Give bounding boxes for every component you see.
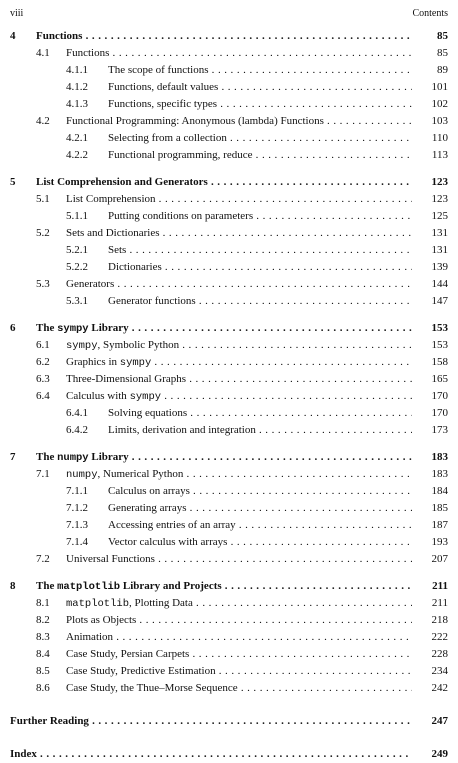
toc-entry-title bbox=[66, 595, 412, 613]
toc-entry-page: 183 bbox=[431, 468, 448, 480]
toc-entry-page: 85 bbox=[437, 30, 448, 42]
title-text: Generator functions bbox=[108, 295, 196, 307]
toc-entry-subsection[interactable] bbox=[10, 147, 448, 164]
toc-entry-subsection[interactable] bbox=[10, 242, 448, 259]
title-text: Functions bbox=[36, 30, 83, 42]
toc-entry-page: 218 bbox=[431, 614, 448, 626]
toc-entry-number: 5.2 bbox=[36, 227, 50, 239]
toc-entry-title bbox=[66, 551, 412, 568]
toc-entry-number: 6.2 bbox=[36, 356, 50, 368]
toc-entry-section[interactable] bbox=[10, 45, 448, 62]
toc-entry-number: 7.1.2 bbox=[66, 502, 88, 514]
toc-entry-page: 110 bbox=[431, 132, 448, 144]
toc-entry-subsection[interactable] bbox=[10, 422, 448, 439]
title-text: Plots as Objects bbox=[66, 614, 137, 626]
toc-entry-page: 131 bbox=[431, 227, 448, 239]
toc-entry-number: 6 bbox=[10, 322, 16, 334]
title-text: The scope of functions bbox=[108, 64, 209, 76]
title-text: Index bbox=[10, 748, 37, 760]
toc-entry-number: 5.2.1 bbox=[66, 244, 88, 256]
toc-entry-page: 228 bbox=[431, 648, 448, 660]
toc-entry-page: 207 bbox=[431, 553, 448, 565]
toc-entry-page: 170 bbox=[431, 390, 448, 402]
toc-entry-section[interactable] bbox=[10, 371, 448, 388]
toc-entry-section[interactable] bbox=[10, 113, 448, 130]
toc-entry-title bbox=[66, 388, 412, 406]
toc-entry-section[interactable] bbox=[10, 388, 448, 405]
toc-entry-title bbox=[66, 337, 412, 355]
toc-entry-page: 183 bbox=[431, 451, 448, 463]
toc-entry-subsection[interactable] bbox=[10, 259, 448, 276]
toc-entry-page: 139 bbox=[431, 261, 448, 273]
toc-entry-page: 211 bbox=[432, 580, 448, 592]
toc-entry-number: 4.1.1 bbox=[66, 64, 88, 76]
toc-entry-title bbox=[36, 174, 412, 191]
title-text: The bbox=[36, 580, 58, 592]
toc-entry-number: 6.1 bbox=[36, 339, 50, 351]
toc-entry-subsection[interactable] bbox=[10, 62, 448, 79]
title-text: Putting conditions on parameters bbox=[108, 210, 254, 222]
toc-entry-page: 125 bbox=[431, 210, 448, 222]
toc-entry-page: 153 bbox=[431, 339, 448, 351]
toc-entry-number: 8.4 bbox=[36, 648, 50, 660]
toc-entry-page: 123 bbox=[431, 193, 448, 205]
toc-entry-title bbox=[108, 96, 412, 113]
toc-entry-number: 4.2.1 bbox=[66, 132, 88, 144]
title-text: Sets and Dictionaries bbox=[66, 227, 160, 239]
toc-entry-subsection[interactable] bbox=[10, 293, 448, 310]
code-term: numpy bbox=[57, 452, 89, 464]
title-text: , Symbolic Python bbox=[97, 339, 180, 351]
toc-entry-section[interactable] bbox=[10, 663, 448, 680]
toc-entry-title bbox=[108, 517, 412, 534]
title-text: Library bbox=[88, 322, 129, 334]
toc-entry-title bbox=[66, 629, 412, 646]
toc-entry-page: 89 bbox=[437, 64, 448, 76]
toc-entry-page: 249 bbox=[431, 748, 448, 760]
toc-entry-title bbox=[108, 293, 412, 310]
table-of-contents bbox=[10, 28, 448, 763]
toc-entry-subsection[interactable] bbox=[10, 517, 448, 534]
title-text: Animation bbox=[66, 631, 114, 643]
toc-entry-page: 103 bbox=[431, 115, 448, 127]
toc-entry-number: 5.1.1 bbox=[66, 210, 88, 222]
toc-entry-number: 6.4.1 bbox=[66, 407, 88, 419]
title-text: , Plotting Data bbox=[129, 597, 193, 609]
title-text: Functions, specific types bbox=[108, 98, 218, 110]
toc-entry-number: 7.1 bbox=[36, 468, 50, 480]
toc-entry-number: 6.3 bbox=[36, 373, 50, 385]
toc-entry-section[interactable] bbox=[10, 354, 448, 371]
toc-entry-title bbox=[66, 680, 412, 697]
title-text: , Numerical Python bbox=[97, 468, 184, 480]
toc-entry-number: 8.5 bbox=[36, 665, 50, 677]
toc-entry-number: 4.2 bbox=[36, 115, 50, 127]
toc-entry-title bbox=[108, 208, 412, 225]
toc-entry-subsection[interactable] bbox=[10, 79, 448, 96]
title-text: Graphics in bbox=[66, 356, 120, 368]
toc-entry-number: 4.1.3 bbox=[66, 98, 88, 110]
title-text: Three-Dimensional Graphs bbox=[66, 373, 187, 385]
toc-entry-title bbox=[66, 191, 412, 208]
toc-entry-title bbox=[36, 449, 412, 467]
toc-entry-title bbox=[66, 466, 412, 484]
toc-entry-number: 4.1 bbox=[36, 47, 50, 59]
toc-entry-page: 123 bbox=[431, 176, 448, 188]
toc-entry-section[interactable] bbox=[10, 225, 448, 242]
toc-entry-number: 7.1.1 bbox=[66, 485, 88, 497]
toc-entry-number: 5.3.1 bbox=[66, 295, 88, 307]
title-text: Further Reading bbox=[10, 715, 89, 727]
toc-entry-section[interactable] bbox=[10, 646, 448, 663]
toc-entry-page: 185 bbox=[431, 502, 448, 514]
toc-entry-title bbox=[66, 646, 412, 663]
title-text: Library bbox=[88, 451, 129, 463]
toc-entry-frontmatter[interactable] bbox=[10, 713, 448, 730]
code-term: matplotlib bbox=[57, 581, 121, 593]
title-text: Functional Programming: Anonymous (lambda) Functions bbox=[66, 115, 324, 127]
title-text: Vector calculus with arrays bbox=[108, 536, 228, 548]
title-text: Accessing entries of an array bbox=[108, 519, 236, 531]
toc-entry-number: 4.1.2 bbox=[66, 81, 88, 93]
toc-entry-title bbox=[66, 663, 412, 680]
title-text: Universal Functions bbox=[66, 553, 155, 565]
toc-entry-page: 234 bbox=[431, 665, 448, 677]
toc-entry-page: 184 bbox=[431, 485, 448, 497]
toc-entry-page: 153 bbox=[431, 322, 448, 334]
toc-entry-number: 7.1.3 bbox=[66, 519, 88, 531]
toc-entry-chapter[interactable] bbox=[10, 28, 448, 45]
toc-entry-number: 5.1 bbox=[36, 193, 50, 205]
toc-entry-page: 131 bbox=[431, 244, 448, 256]
toc-entry-title bbox=[66, 612, 412, 629]
toc-entry-title bbox=[108, 62, 412, 79]
toc-entry-page: 173 bbox=[431, 424, 448, 436]
toc-entry-title bbox=[108, 130, 412, 147]
title-text: Functional programming, reduce bbox=[108, 149, 253, 161]
title-text: Limits, derivation and integration bbox=[108, 424, 256, 436]
toc-entry-number: 5.2.2 bbox=[66, 261, 88, 273]
toc-entry-section[interactable] bbox=[10, 466, 448, 483]
title-text: Case Study, the Thue–Morse Sequence bbox=[66, 682, 238, 694]
toc-entry-number: 6.4.2 bbox=[66, 424, 88, 436]
toc-entry-chapter[interactable] bbox=[10, 449, 448, 466]
toc-entry-page: 222 bbox=[431, 631, 448, 643]
page-number: viii bbox=[10, 8, 24, 19]
toc-entry-title bbox=[108, 422, 412, 439]
title-text: Library and Projects bbox=[120, 580, 222, 592]
toc-entry-section[interactable] bbox=[10, 595, 448, 612]
toc-entry-title bbox=[66, 225, 412, 242]
toc-entry-number: 7.1.4 bbox=[66, 536, 88, 548]
title-text: The bbox=[36, 451, 58, 463]
toc-entry-title bbox=[36, 320, 412, 338]
title-text: Functions bbox=[66, 47, 110, 59]
code-term: sympy bbox=[66, 340, 98, 352]
toc-entry-title bbox=[108, 79, 412, 96]
toc-entry-number: 8.6 bbox=[36, 682, 50, 694]
title-text: Generating arrays bbox=[108, 502, 187, 514]
code-term: matplotlib bbox=[66, 598, 130, 610]
toc-entry-section[interactable] bbox=[10, 276, 448, 293]
toc-entry-page: 170 bbox=[431, 407, 448, 419]
toc-entry-page: 211 bbox=[431, 597, 448, 609]
toc-entry-section[interactable] bbox=[10, 337, 448, 354]
toc-entry-number: 8.1 bbox=[36, 597, 50, 609]
title-text: List Comprehension bbox=[66, 193, 156, 205]
toc-entry-number: 4 bbox=[10, 30, 16, 42]
toc-entry-section[interactable] bbox=[10, 629, 448, 646]
toc-entry-subsection[interactable] bbox=[10, 534, 448, 551]
toc-entry-title bbox=[66, 371, 412, 388]
toc-entry-number: 8.3 bbox=[36, 631, 50, 643]
title-text: The bbox=[36, 322, 58, 334]
toc-entry-section[interactable] bbox=[10, 191, 448, 208]
toc-entry-frontmatter[interactable] bbox=[10, 746, 448, 763]
toc-entry-title bbox=[108, 534, 412, 551]
toc-entry-section[interactable] bbox=[10, 612, 448, 629]
code-term: sympy bbox=[57, 323, 89, 335]
toc-entry-subsection[interactable] bbox=[10, 96, 448, 113]
toc-entry-number: 7 bbox=[10, 451, 16, 463]
toc-entry-title bbox=[10, 746, 412, 763]
toc-entry-title bbox=[108, 500, 412, 517]
title-text: Case Study, Persian Carpets bbox=[66, 648, 190, 660]
toc-entry-page: 101 bbox=[431, 81, 448, 93]
toc-entry-title bbox=[108, 405, 412, 422]
toc-entry-title bbox=[66, 276, 412, 293]
toc-entry-number: 5.3 bbox=[36, 278, 50, 290]
toc-entry-number: 6.4 bbox=[36, 390, 50, 402]
toc-entry-title bbox=[108, 242, 412, 259]
toc-entry-subsection[interactable] bbox=[10, 500, 448, 517]
title-text: Case Study, Predictive Estimation bbox=[66, 665, 216, 677]
toc-entry-page: 85 bbox=[437, 47, 448, 59]
title-text: Selecting from a collection bbox=[108, 132, 227, 144]
toc-entry-page: 147 bbox=[431, 295, 448, 307]
toc-entry-section[interactable] bbox=[10, 551, 448, 568]
toc-entry-page: 165 bbox=[431, 373, 448, 385]
toc-entry-page: 113 bbox=[431, 149, 448, 161]
toc-entry-page: 102 bbox=[431, 98, 448, 110]
toc-entry-page: 193 bbox=[431, 536, 448, 548]
toc-entry-title bbox=[108, 259, 412, 276]
toc-entry-title bbox=[66, 354, 412, 372]
title-text: List Comprehension and Generators bbox=[36, 176, 208, 188]
toc-entry-title bbox=[66, 113, 412, 130]
toc-entry-page: 158 bbox=[431, 356, 448, 368]
toc-entry-number: 8 bbox=[10, 580, 16, 592]
running-head: Contents bbox=[412, 8, 448, 19]
title-text: Dictionaries bbox=[108, 261, 162, 273]
title-text: Sets bbox=[108, 244, 127, 256]
toc-entry-chapter[interactable] bbox=[10, 320, 448, 337]
title-text: Generators bbox=[66, 278, 115, 290]
toc-entry-subsection[interactable] bbox=[10, 208, 448, 225]
toc-entry-title bbox=[108, 483, 412, 500]
title-text: Functions, default values bbox=[108, 81, 219, 93]
toc-entry-page: 247 bbox=[431, 715, 448, 727]
toc-entry-number: 8.2 bbox=[36, 614, 50, 626]
toc-entry-subsection[interactable] bbox=[10, 405, 448, 422]
toc-entry-chapter[interactable] bbox=[10, 174, 448, 191]
toc-entry-title bbox=[10, 713, 412, 730]
title-text: Calculus on arrays bbox=[108, 485, 190, 497]
toc-entry-number: 7.2 bbox=[36, 553, 50, 565]
toc-entry-page: 187 bbox=[431, 519, 448, 531]
toc-entry-subsection[interactable] bbox=[10, 130, 448, 147]
code-term: sympy bbox=[119, 357, 152, 369]
toc-entry-chapter[interactable] bbox=[10, 578, 448, 595]
toc-entry-number: 4.2.2 bbox=[66, 149, 88, 161]
toc-entry-title bbox=[108, 147, 412, 164]
title-text: Solving equations bbox=[108, 407, 188, 419]
toc-entry-title bbox=[66, 45, 412, 62]
code-term: numpy bbox=[66, 469, 98, 481]
toc-entry-page: 242 bbox=[431, 682, 448, 694]
toc-entry-title bbox=[36, 28, 412, 45]
code-term: sympy bbox=[129, 391, 162, 403]
toc-entry-number: 5 bbox=[10, 176, 16, 188]
toc-entry-title bbox=[36, 578, 412, 596]
toc-entry-page: 144 bbox=[431, 278, 448, 290]
toc-entry-section[interactable] bbox=[10, 680, 448, 697]
toc-entry-subsection[interactable] bbox=[10, 483, 448, 500]
title-text: Calculus with bbox=[66, 390, 130, 402]
